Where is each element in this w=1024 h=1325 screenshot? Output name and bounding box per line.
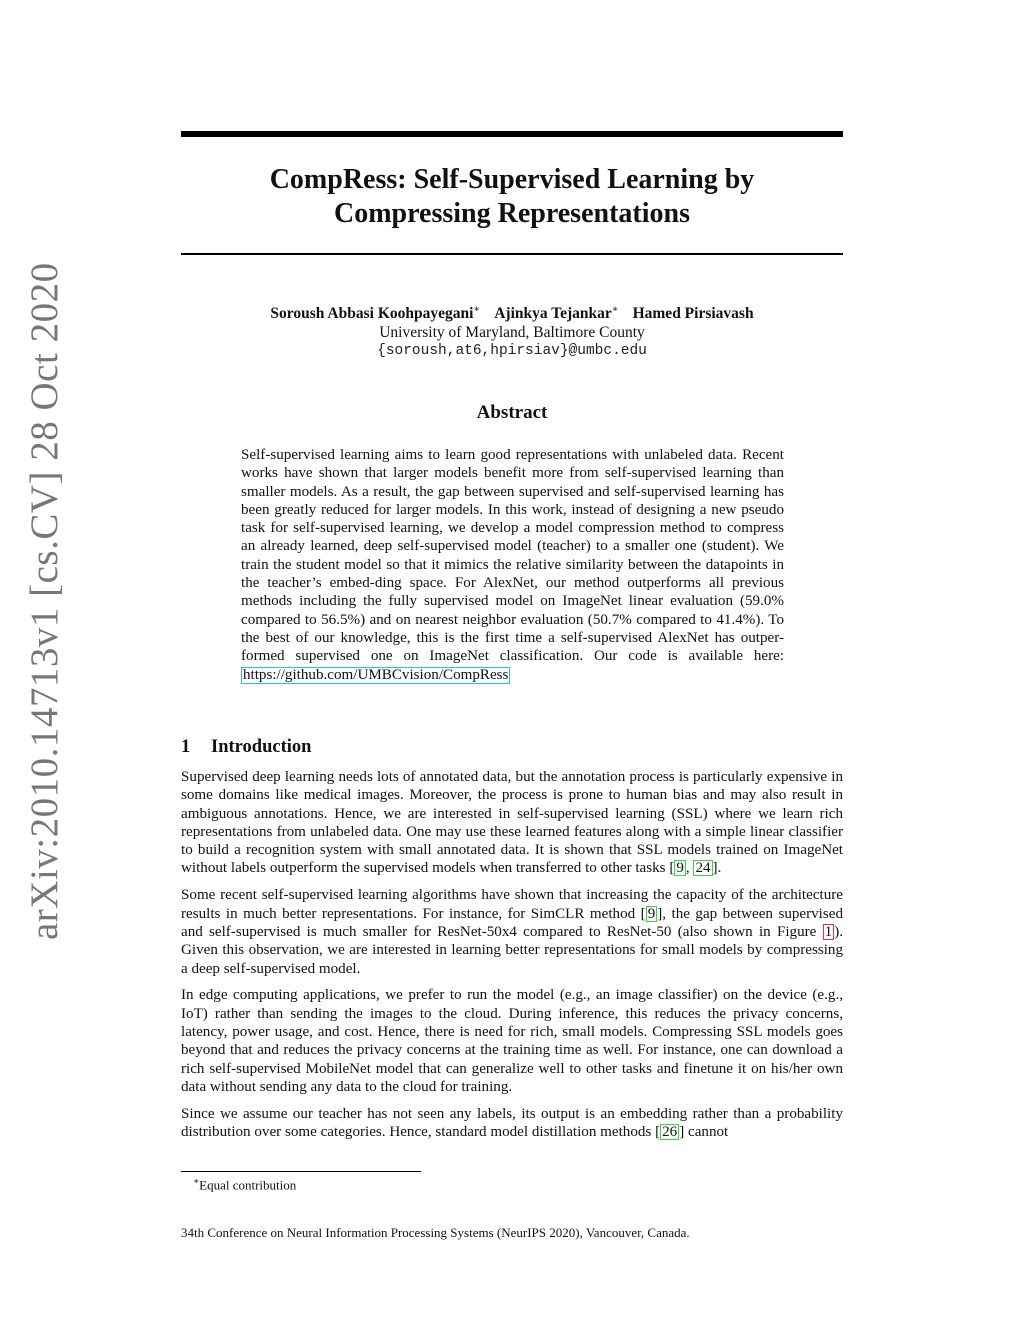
title-bottom-rule: [181, 253, 843, 255]
paragraph-text: ,: [685, 860, 694, 877]
figure-reference-link[interactable]: 1: [824, 923, 833, 940]
citation-link[interactable]: 9: [676, 860, 684, 877]
citation-link[interactable]: 24: [695, 860, 711, 877]
arxiv-stamp: arXiv:2010.14713v1 [cs.CV] 28 Oct 2020: [23, 262, 66, 940]
author-block: [181, 300, 843, 361]
paragraph-text: ). Given this observation, we are interested in learning better representations for small models by compressing a deep self-supervised model.: [181, 923, 843, 977]
author-emails: {soroush,at6,hpirsiav}@umbc.edu: [377, 343, 647, 360]
paragraph: [181, 886, 843, 977]
title-top-rule: [181, 131, 843, 137]
paragraph-text: ] cannot: [679, 1124, 729, 1141]
citation-link[interactable]: 26: [662, 1124, 678, 1141]
paragraph: [181, 1105, 843, 1142]
abstract-text: Self-supervised learning aims to learn good representations with unlabeled data. Recent works have shown that larger models benefit more from self-supervised learning than smaller models. As a result, the gap between supervised and self-supervised learning has been greatly reduced for larger models. In this work, instead of designing a new pseudo task for self-supervised learning, we develop a model compression method to compress an already learned, deep self-supervised model (teacher) to a smaller one (student). We train the student model so that it mimics the relative similarity between the datapoints in the teacher’s embed-ding space. For AlexNet, our method outperforms all previous methods including the fully supervised model on ImageNet linear evaluation (59.0% compared to 56.5%) and on nearest neighbor evaluation (50.7% compared to 41.4%). To the best of our knowledge, this is the first time a self-supervised AlexNet has outper-formed supervised one on ImageNet classification. Our code is available here:: [241, 447, 784, 665]
footnote-text: Equal contribution: [199, 1177, 297, 1193]
citation-link[interactable]: 9: [647, 905, 656, 922]
section-heading-introduction: [181, 737, 311, 758]
abstract-body: [241, 446, 784, 684]
author-2: Ajinkya Tejankar: [494, 305, 612, 323]
paragraph: In edge computing applications, we prefer to run the model (e.g., an image classifier) on the device (e.g., IoT) rather than sending the images to the cloud. During inference, this reduces the privacy concerns, latency, power usage, and cost. Hence, there is need for rich, small models. Compressing SSL models goes beyond that and reduces the privacy concerns at the training time as well. For instance, one can download a rich self-supervised MobileNet model that can generalize well to other tasks and finetune it on his/her own data without sending any data to the cloud for training.: [181, 987, 843, 1095]
title-line-2: Compressing Representations: [334, 198, 690, 229]
title-line-1: CompRess: Self-Supervised Learning by: [269, 164, 755, 195]
section-title: Introduction: [211, 737, 312, 757]
paragraph-text: Since we assume our teacher has not seen any labels, its output is an embedding rather than a probability distribution over some categories. Hence, standard model distillation methods [: [181, 1105, 843, 1141]
equal-contribution-mark: ∗: [611, 304, 619, 315]
section-number: 1: [181, 737, 191, 757]
paragraph: [181, 768, 843, 878]
author-3: Hamed Pirsiavash: [632, 305, 754, 323]
abstract-heading: Abstract: [476, 402, 548, 423]
introduction-body: [181, 768, 843, 1150]
paragraph-text: Some recent self-supervised learning algorithms have shown that increasing the capacity of the architecture results in much better representations. For instance, for SimCLR method [: [181, 887, 843, 922]
footnote-rule: [181, 1171, 421, 1172]
footnote-mark: ∗: [193, 1176, 200, 1186]
paragraph-text: Supervised deep learning needs lots of annotated data, but the annotation process is particularly expensive in some domains like medical images. Moreover, the process is prone to human bias and may also result in ambiguous annotations. Hence, we are interested in self-supervised learning (SSL) where we learn rich representations from unlabeled data. One may use these learned features along with a simple linear classifier to build a recognition system with small annotated data. It is shown that SSL models trained on ImageNet without labels outperform the supervised models when transferred to other tasks [: [181, 769, 843, 877]
footnote: [193, 1176, 296, 1193]
venue-footer: 34th Conference on Neural Information Processing Systems (NeurIPS 2020), Vancouver, Canada.: [181, 1225, 690, 1240]
code-link[interactable]: https://github.com/UMBCvision/CompRess: [243, 666, 509, 683]
author-1: Soroush Abbasi Koohpayegani: [270, 305, 474, 323]
author-names: [181, 300, 843, 323]
affiliation: University of Maryland, Baltimore County: [379, 324, 645, 342]
paragraph-text: ].: [712, 860, 722, 877]
equal-contribution-mark: ∗: [473, 304, 481, 315]
paragraph-text: ], the gap between supervised and self-supervised is much smaller for ResNet-50x4 compared to ResNet-50 (also shown in Figure: [181, 905, 843, 940]
paper-title: [181, 163, 843, 231]
